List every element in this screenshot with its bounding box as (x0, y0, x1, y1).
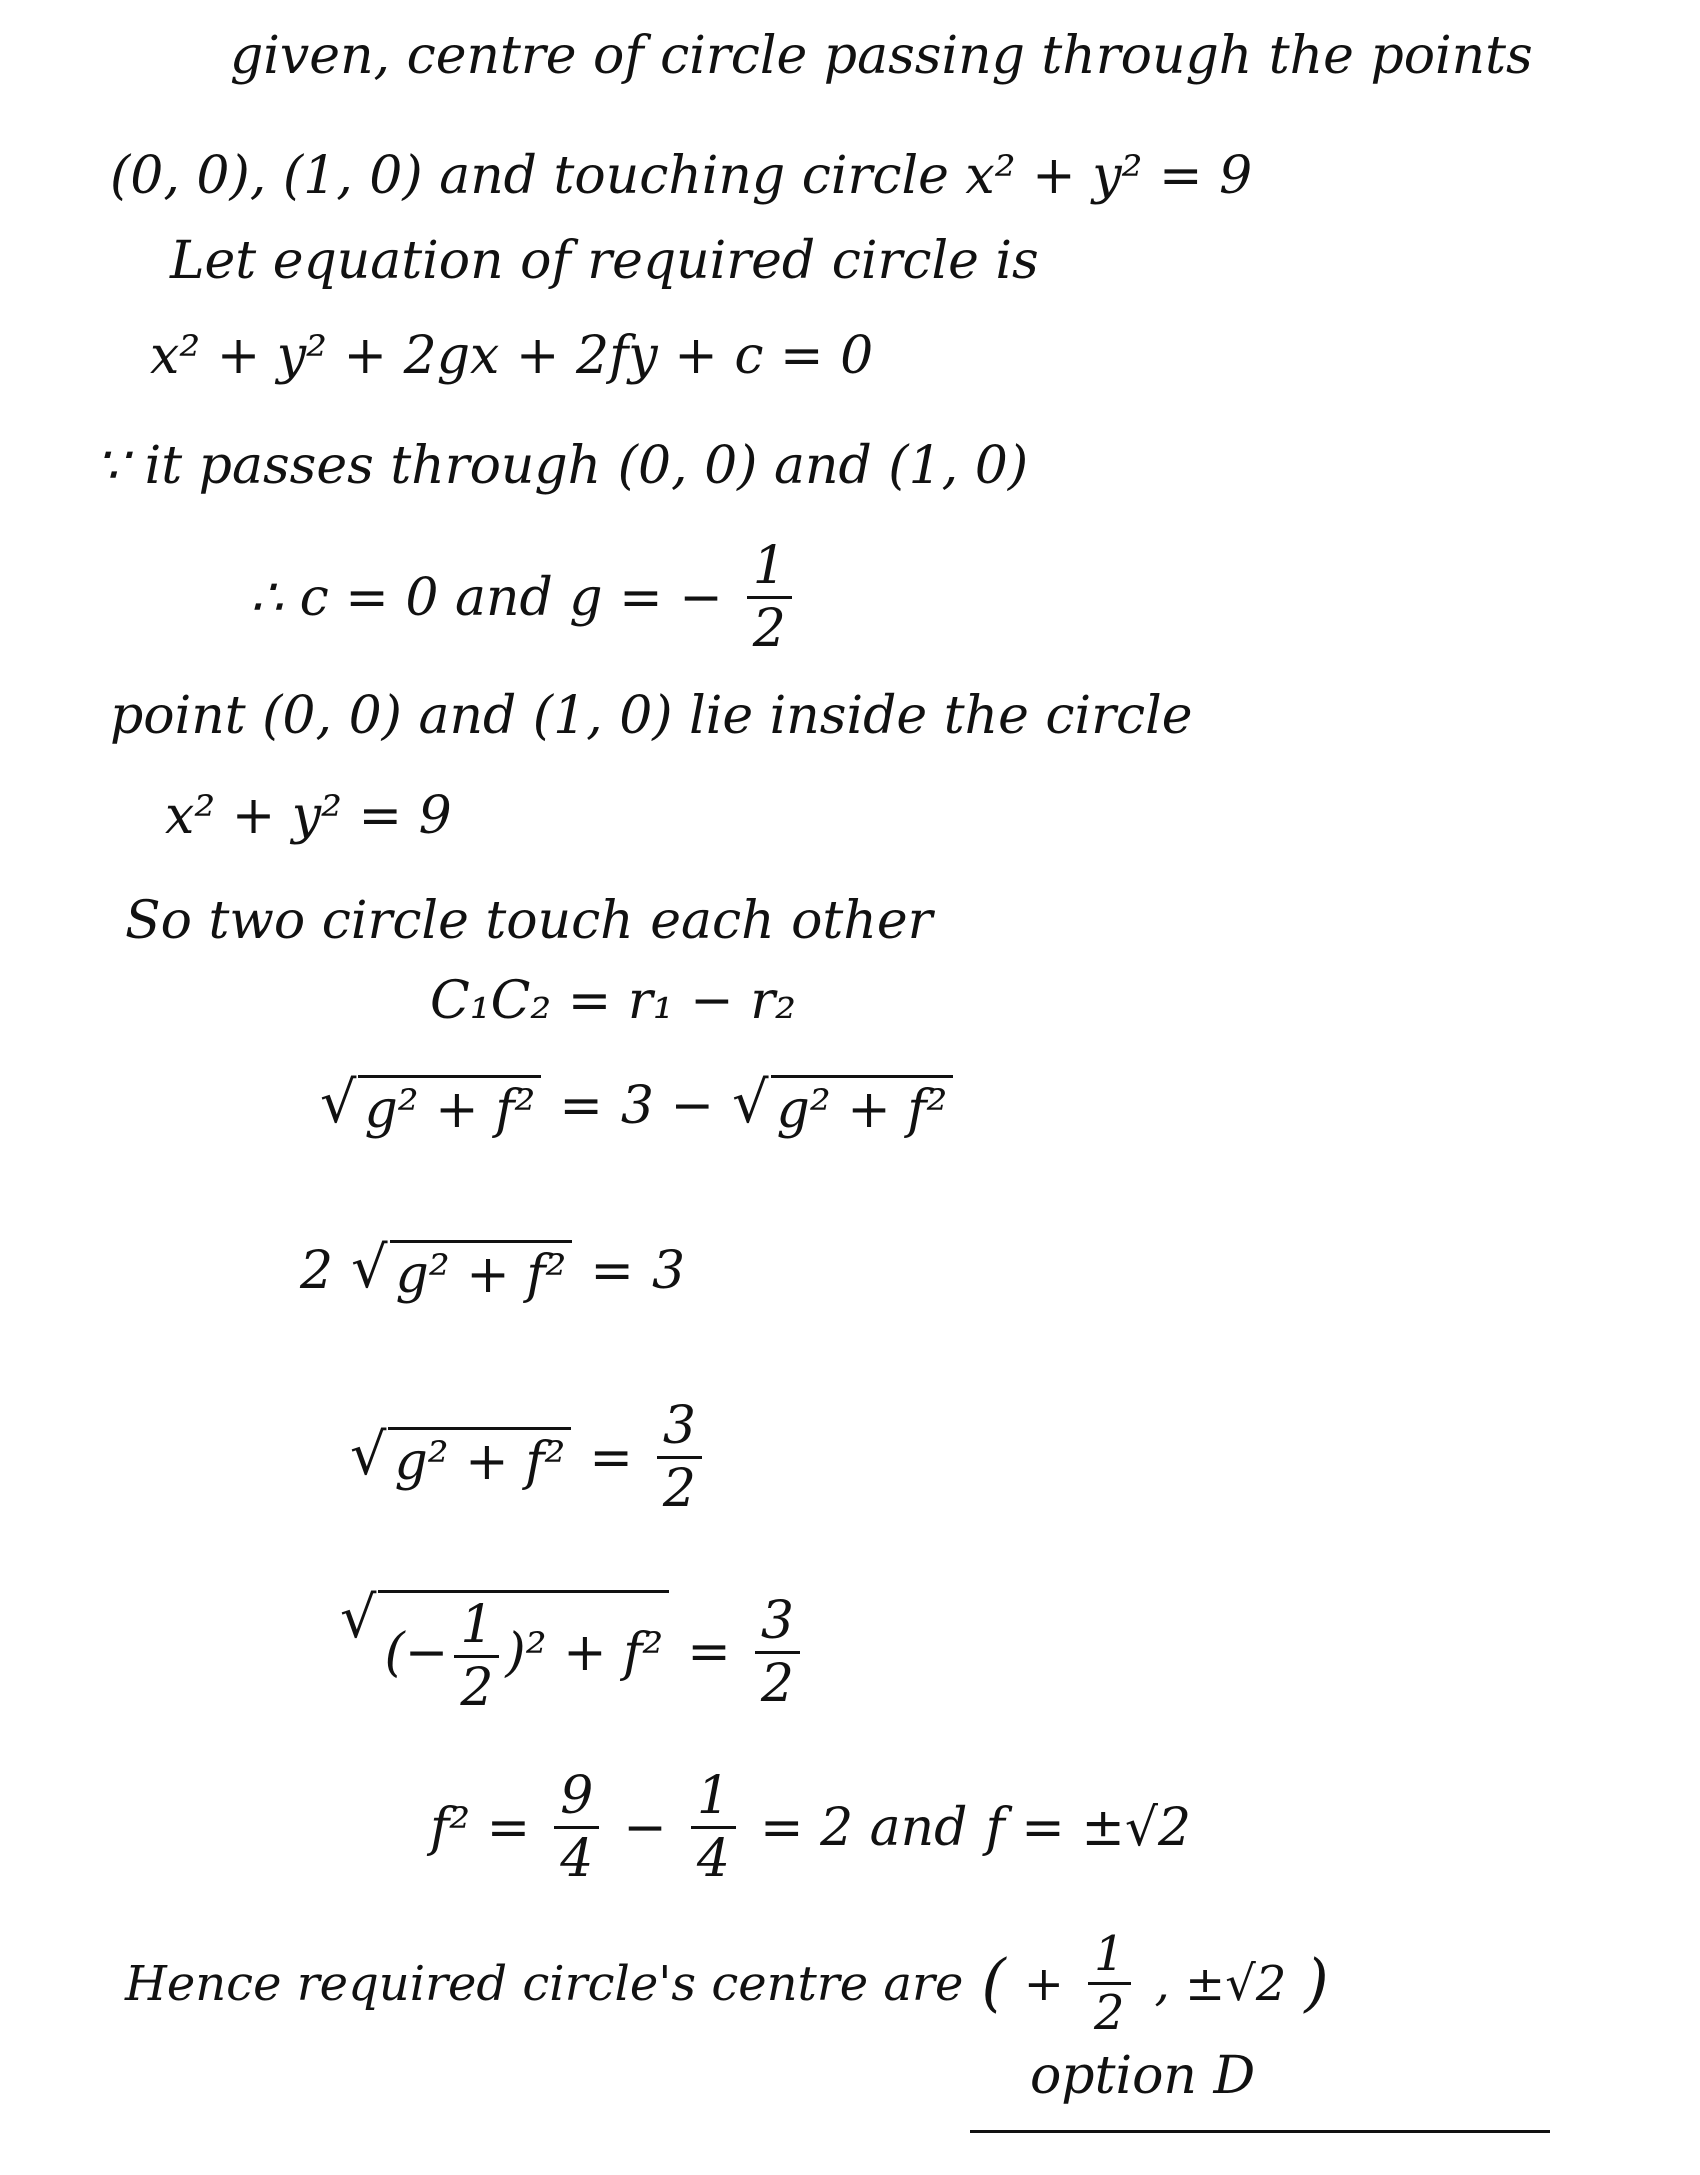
coefficient: 2 (300, 1240, 334, 1301)
denominator: 2 (662, 1459, 696, 1519)
paren-close: ) (1304, 1946, 1329, 2020)
fraction-one-half (454, 1595, 499, 1718)
fraction-three-halves (755, 1590, 800, 1714)
denominator: 4 (560, 1829, 594, 1889)
numerator: 3 (657, 1400, 702, 1459)
equals-sign: = (559, 1075, 603, 1136)
radicand: g² + f² (771, 1075, 954, 1136)
answer-underline (970, 2130, 1550, 2133)
line-points-inside: point (0, 0) and (1, 0) lie inside the circle (110, 686, 1193, 746)
c-and-g-text: ∴ c = 0 and g = − (250, 567, 723, 628)
equals-sign: = (589, 1427, 633, 1488)
square-root-left (320, 1070, 541, 1140)
radicand: g² + f² (388, 1427, 571, 1488)
denominator: 4 (696, 1829, 730, 1889)
line-c-and-g (250, 536, 798, 659)
rhs-three: 3 (651, 1240, 686, 1301)
paren-open: ( (384, 1623, 405, 1683)
square-root-right (732, 1070, 953, 1140)
line-let-equation: Let equation of required circle is (170, 231, 1039, 291)
equals-sign: = (590, 1240, 634, 1301)
numerator: 1 (747, 540, 792, 599)
radical-sign: √ (732, 1070, 769, 1136)
denominator: 2 (752, 599, 786, 659)
fraction-three-halves (657, 1396, 702, 1519)
plus-sign: + (1023, 1955, 1064, 2012)
line-substitute-g (340, 1585, 806, 1718)
f-squared-eq: f² = (430, 1797, 531, 1858)
square-root (351, 1235, 572, 1305)
line-root-equation (320, 1070, 953, 1140)
radicand: g² + f² (390, 1240, 573, 1301)
radicand: g² + f² (358, 1075, 541, 1136)
line-points: (0, 0), (1, 0) and touching circle x² + y² = 9 (110, 146, 1253, 206)
equals-two-and: = 2 and (759, 1797, 968, 1858)
numerator: 1 (691, 1770, 736, 1829)
line-touch-each-other: So two circle touch each other (125, 891, 933, 951)
fraction-one-quarter (691, 1766, 736, 1889)
radical-sign: √ (350, 1422, 387, 1488)
conclusion-text: Hence required circle's centre are (125, 1955, 964, 2012)
radical-sign: √ (351, 1235, 388, 1301)
denominator: 2 (460, 1658, 494, 1718)
separator-root2: , ±√2 (1154, 1955, 1287, 2012)
line-conclusion (125, 1926, 1329, 2041)
numerator: 9 (554, 1770, 599, 1829)
paren-close: )² + f² (505, 1623, 664, 1683)
answer-option: option D (1030, 2046, 1256, 2106)
line-given: given, centre of circle passing through the points (230, 26, 1533, 86)
fraction-one-half (1088, 1926, 1131, 2041)
denominator: 2 (1093, 1985, 1125, 2041)
numerator: 3 (755, 1595, 800, 1654)
minus-sign: − (623, 1797, 667, 1858)
radical-sign: √ (340, 1585, 377, 1651)
neg-sign: − (404, 1623, 449, 1683)
fraction-one-half (747, 536, 792, 659)
radical-sign: √ (320, 1070, 357, 1136)
equals-sign: = (687, 1622, 731, 1682)
line-circle-equation: x² + y² = 9 (165, 786, 452, 846)
numerator: 1 (1088, 1930, 1131, 1985)
paren-open: ( (981, 1946, 1006, 2020)
line-root-three-halves (350, 1396, 708, 1519)
line-f-squared (430, 1766, 1192, 1889)
line-two-root (300, 1235, 686, 1305)
numerator: 1 (454, 1599, 499, 1658)
line-general-equation: x² + y² + 2gx + 2fy + c = 0 (150, 326, 874, 386)
square-root (350, 1422, 571, 1492)
line-passes-through: ∵ it passes through (0, 0) and (1, 0) (95, 436, 1029, 496)
denominator: 2 (760, 1653, 794, 1714)
line-c1c2: C₁C₂ = r₁ − r₂ (430, 971, 796, 1031)
f-plus-minus-root2: f = ±√2 (985, 1797, 1192, 1858)
fraction-nine-quarters (554, 1766, 599, 1889)
radicand (378, 1590, 669, 1718)
three-minus: 3 − (620, 1075, 715, 1136)
square-root (340, 1585, 669, 1718)
